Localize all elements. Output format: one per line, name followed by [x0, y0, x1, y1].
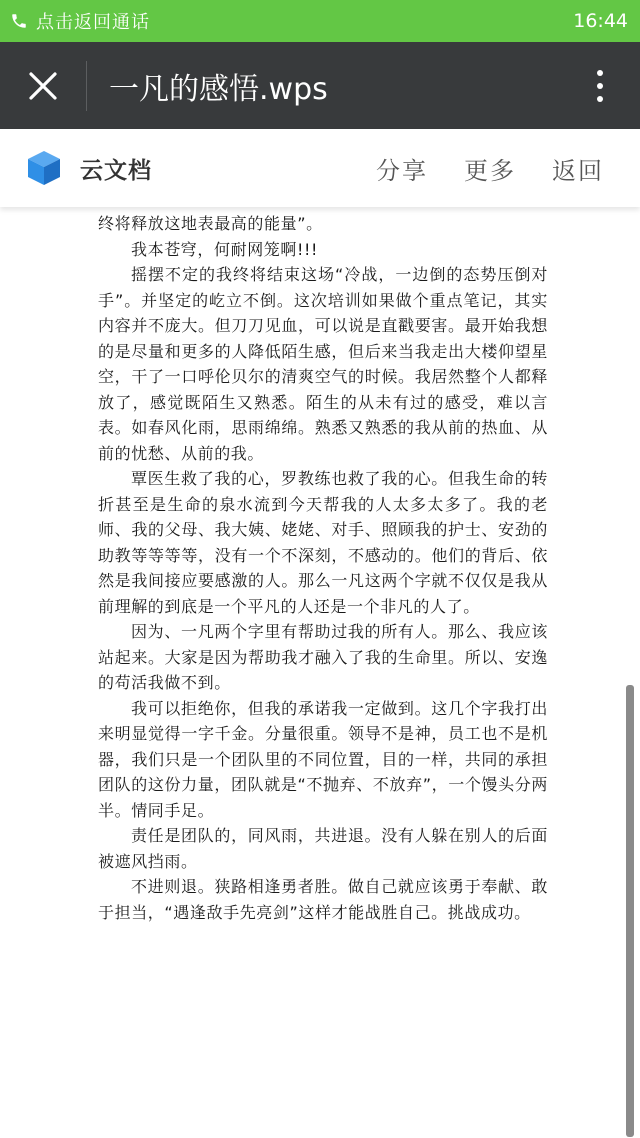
paragraph: 不进则退。狭路相逢勇者胜。做自己就应该勇于奉献、敢于担当，“遇逢敌手先亮剑”这样才能战胜自己。挑战成功。 — [98, 877, 548, 922]
clock: 16:44 — [573, 10, 628, 32]
paragraph: 责任是团队的，同风雨，共进退。没有人躲在别人的后面被遮风挡雨。 — [98, 826, 548, 871]
return-to-call-label: 点击返回通话 — [36, 12, 150, 33]
cloud-doc-cube-icon — [26, 149, 62, 187]
paragraph: 覃医生救了我的心，罗教练也救了我的心。但我生命的转折甚至是生命的泉水流到今天帮我的人太多太多了。我的老师、我的父母、我大姨、姥姥、对手、照顾我的护士、安劲的助教等等等等，没有一个不深刻，不感动的。他们的背后、依然是我间接应要感激的人。那么一凡这两个字就不仅仅是我从前理解的到底是一个平凡的人还是一个非凡的人了。 — [98, 469, 548, 616]
title-bar — [0, 42, 640, 129]
close-button[interactable] — [0, 42, 86, 129]
more-vertical-icon — [597, 70, 603, 102]
brand-name: 云文档 — [80, 157, 152, 184]
document-title: 一凡的感悟.wps — [109, 71, 328, 107]
back-button[interactable]: 返回 — [552, 156, 604, 185]
status-bar[interactable] — [0, 0, 640, 42]
app-toolbar — [0, 129, 640, 207]
document-viewer[interactable] — [0, 207, 640, 1138]
paragraph: 因为、一凡两个字里有帮助过我的所有人。那么、我应该站起来。大家是因为帮助我才融入了我的生命里。所以、安逸的苟活我做不到。 — [98, 622, 548, 692]
share-button[interactable]: 分享 — [376, 156, 428, 185]
paragraph: 终将释放这地表最高的能量”。 — [98, 214, 323, 233]
scrollbar-thumb[interactable] — [626, 685, 634, 1137]
document-body — [98, 211, 548, 925]
close-icon — [28, 71, 58, 101]
paragraph: 我本苍穹，何耐网笼啊!!! — [131, 239, 319, 259]
more-button[interactable]: 更多 — [464, 156, 516, 185]
phone-icon — [10, 12, 28, 30]
more-menu-button[interactable] — [560, 42, 640, 129]
paragraph: 摇摆不定的我终将结束这场“冷战，一边倒的态势压倒对手”。并坚定的屹立不倒。这次培训如果做个重点笔记，其实内容并不庞大。但刀刀见血，可以说是直戳要害。最开始我想的是尽量和更多的人降低陌生感，但后来当我走出大楼仰望星空，干了一口呼伦贝尔的清爽空气的时候。我居然整个人都释放了，感觉既陌生又熟悉。陌生的从未有过的感受，难以言表。如春风化雨，思雨绵绵。熟悉又熟悉的我从前的热血、从前的忧愁、从前的我。 — [98, 265, 548, 463]
return-to-call[interactable] — [10, 8, 150, 34]
toolbar-actions — [376, 151, 604, 186]
paragraph: 我可以拒绝你，但我的承诺我一定做到。这几个字我打出来明显觉得一字千金。分量很重。领导不是神，员工也不是机器，我们只是一个团队里的不同位置，目的一样，共同的承担团队的这份力量，团队就是“不抛弃、不放弃”，一个馒头分两半。情同手足。 — [98, 698, 548, 820]
